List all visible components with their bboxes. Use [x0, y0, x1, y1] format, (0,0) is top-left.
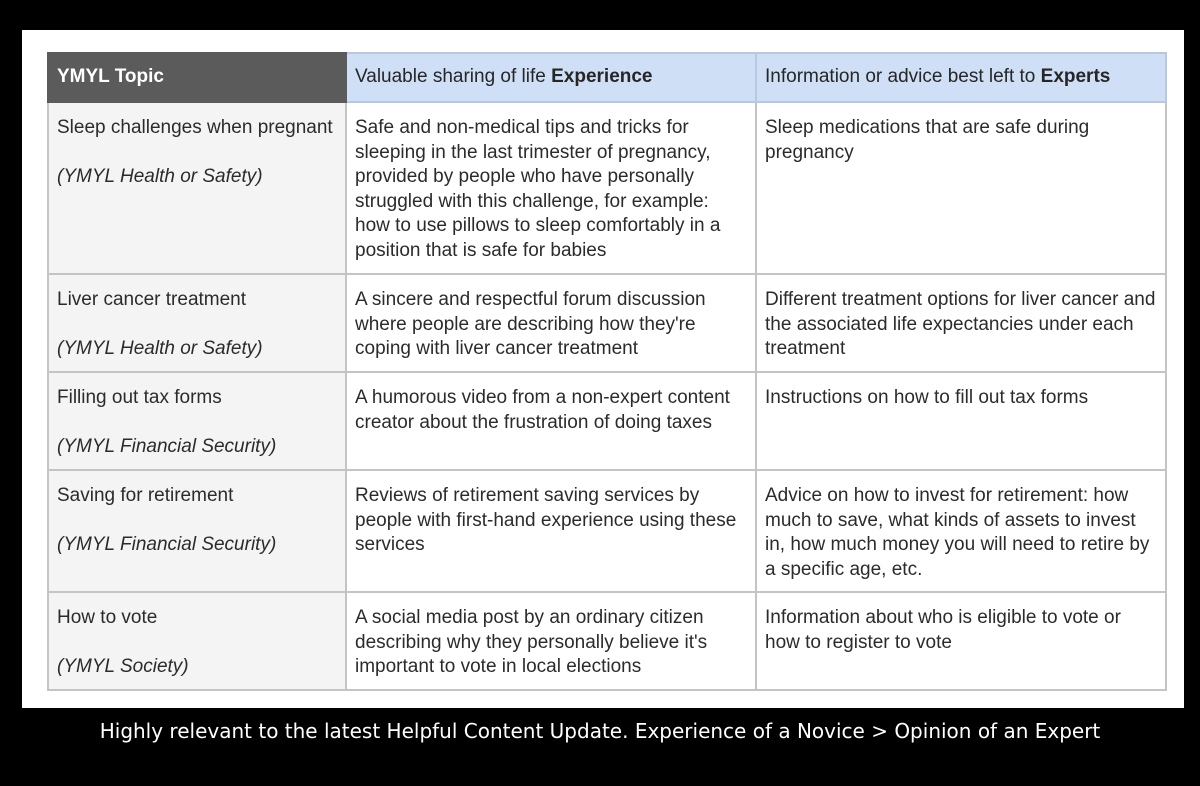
experience-text: Safe and non-medical tips and tricks for sleeping in the last trimester of pregnancy, provided by people who have personally struggled with this challenge, for example: how to use pillows to sleep comfortably in a position that is safe for babies — [355, 117, 721, 261]
experience-cell — [346, 274, 756, 372]
header-experts — [756, 53, 1166, 102]
table-row — [48, 372, 1166, 470]
caption-text: Highly relevant to the latest Helpful Content Update. Experience of a Novice > Opinion of an Expert — [99, 719, 1101, 743]
experts-cell — [756, 274, 1166, 372]
table-row — [48, 592, 1166, 690]
experience-cell — [346, 102, 756, 274]
header-ymyl-topic: YMYL Topic — [48, 53, 346, 102]
ymyl-comparison-table — [47, 52, 1167, 691]
topic-name: How to vote — [57, 607, 158, 628]
topic-name: Liver cancer treatment — [57, 289, 247, 310]
header-experts-prefix: Information or advice best left to — [765, 66, 1041, 88]
topic-category: (YMYL Society) — [57, 655, 189, 677]
table-panel — [22, 30, 1184, 708]
experts-text: Information about who is eligible to vote or how to register to vote — [765, 607, 1121, 653]
table-header-row — [48, 53, 1166, 102]
topic-category: (YMYL Health or Safety) — [57, 337, 263, 359]
header-experience-prefix: Valuable sharing of life — [355, 66, 552, 88]
experience-cell — [346, 592, 756, 690]
experience-text: A sincere and respectful forum discussion where people are describing how they're coping with liver cancer treatment — [355, 289, 706, 359]
table-row — [48, 102, 1166, 274]
topic-category: (YMYL Financial Security) — [57, 435, 277, 457]
topic-cell — [48, 102, 346, 274]
header-experience-bold: Experience — [551, 66, 653, 88]
experts-text: Different treatment options for liver cancer and the associated life expectancies under each treatment — [765, 289, 1156, 359]
experience-text: A humorous video from a non-expert content creator about the frustration of doing taxes — [355, 387, 730, 433]
experience-cell — [346, 372, 756, 470]
experience-text: A social media post by an ordinary citizen describing why they personally believe it's important to vote in local elections — [355, 607, 708, 677]
topic-cell — [48, 274, 346, 372]
experts-cell — [756, 372, 1166, 470]
header-experts-bold: Experts — [1040, 66, 1111, 88]
table-row — [48, 274, 1166, 372]
experts-cell — [756, 592, 1166, 690]
topic-cell — [48, 372, 346, 470]
topic-category: (YMYL Financial Security) — [57, 533, 277, 555]
header-experience — [346, 53, 756, 102]
experience-cell — [346, 470, 756, 592]
topic-name: Sleep challenges when pregnant — [57, 117, 333, 138]
topic-name: Saving for retirement — [57, 485, 234, 506]
experience-text: Reviews of retirement saving services by people with first-hand experience using these services — [355, 485, 737, 555]
topic-cell — [48, 592, 346, 690]
experts-text: Advice on how to invest for retirement: how much to save, what kinds of assets to invest in, how much money you will need to retire by a specific age, etc. — [765, 485, 1150, 580]
topic-category: (YMYL Health or Safety) — [57, 165, 263, 187]
experts-text: Instructions on how to fill out tax forms — [765, 387, 1089, 408]
table-row — [48, 470, 1166, 592]
experts-cell — [756, 470, 1166, 592]
experts-text: Sleep medications that are safe during pregnancy — [765, 117, 1090, 163]
experts-cell — [756, 102, 1166, 274]
topic-name: Filling out tax forms — [57, 387, 222, 408]
topic-cell — [48, 470, 346, 592]
